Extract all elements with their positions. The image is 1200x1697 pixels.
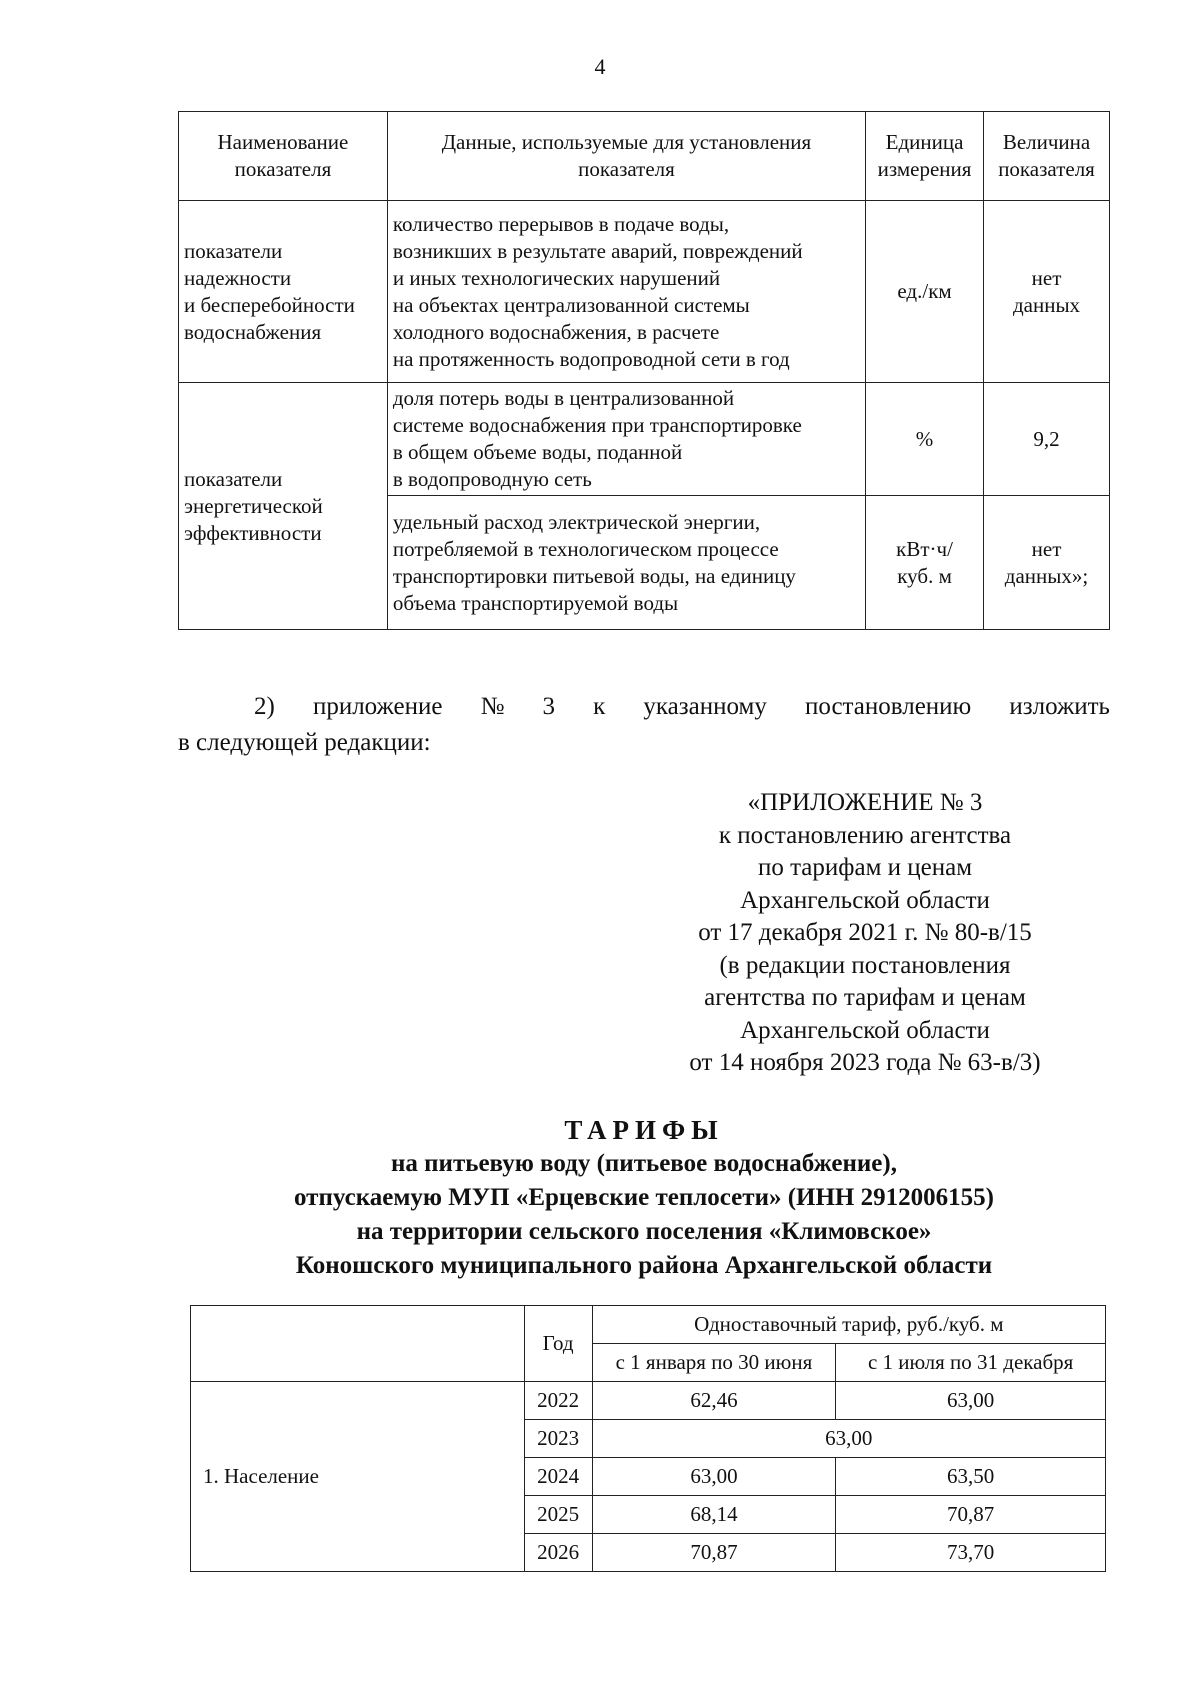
indicator-data-line: возникших в результате аварий, повреждений (392, 238, 803, 263)
tariffs-title-line: на территории сельского поселения «Климовское» (356, 1218, 932, 1245)
indicator-data-line: в общем объеме воды, поданной (392, 440, 683, 464)
tariff-year-cell: 2024 (524, 1458, 592, 1496)
tariff-year-cell: 2026 (524, 1534, 592, 1572)
indicator-name-line: водоснабжения (184, 319, 322, 344)
indicator-unit-cell (866, 383, 984, 496)
tariff-header-empty (191, 1306, 525, 1382)
tariff-value-cell: 63,00 (836, 1382, 1106, 1420)
appendix-line: от 14 ноября 2023 года № 63-в/3) (689, 1049, 1041, 1076)
header-indicator-name: Наименование показателя (179, 112, 388, 201)
indicator-name-line: показатели (184, 238, 283, 263)
tariffs-title (178, 1113, 1110, 1283)
amendment-paragraph (178, 689, 1110, 761)
indicator-data-line: в водопроводную сеть (392, 467, 592, 491)
appendix-line: от 17 декабря 2021 г. № 80-в/15 (698, 919, 1032, 946)
indicator-data-line: холодного водоснабжения, в расчете (392, 319, 720, 344)
paragraph-word: постановлению (804, 693, 972, 720)
indicator-value-cell (984, 496, 1110, 630)
indicators-header-row (179, 112, 1110, 201)
tariff-value-cell: 70,87 (592, 1534, 836, 1572)
tariff-header-first-half: с 1 января по 30 июня (592, 1344, 836, 1382)
tariff-header-tariff: Одноставочный тариф, руб./куб. м (592, 1306, 1105, 1344)
paragraph-word: приложение (312, 693, 443, 720)
tariff-value-cell: 70,87 (836, 1496, 1106, 1534)
indicator-data-cell (387, 383, 865, 496)
indicator-data-line: удельный расход электрической энергии, (392, 509, 761, 534)
indicator-name-line: эффективности (184, 520, 322, 545)
tariff-year-cell: 2022 (524, 1382, 592, 1420)
indicator-row (179, 383, 1110, 496)
header-indicator-value: Величина показателя (984, 112, 1110, 201)
indicator-data-line: и иных технологических нарушений (392, 265, 721, 290)
indicator-value-line: нет (1031, 536, 1062, 561)
indicator-name-cell (179, 201, 388, 383)
indicator-value-cell (984, 201, 1110, 383)
tariffs-subtitle (178, 1147, 1110, 1283)
appendix-line: агентства по тарифам и ценам (704, 984, 1026, 1011)
indicator-data-line: количество перерывов в подаче воды, (392, 211, 730, 236)
indicator-row (179, 201, 1110, 383)
tariff-value-cell: 63,50 (836, 1458, 1106, 1496)
indicator-data-line: системе водоснабжения при транспортировке (392, 413, 802, 437)
appendix-line: «ПРИЛОЖЕНИЕ № 3 (747, 789, 983, 816)
indicator-unit-line: % (915, 426, 934, 451)
indicator-value-line: 9,2 (1033, 426, 1060, 451)
tariffs-heading: ТАРИФЫ (564, 1115, 724, 1145)
paragraph-word: к (593, 693, 606, 720)
header-indicator-unit: Единица измерения (866, 112, 984, 201)
indicator-unit-line: куб. м (897, 563, 952, 588)
tariff-value-cell: 68,14 (592, 1496, 836, 1534)
tariff-category-cell: 1. Население (191, 1382, 525, 1572)
paragraph-line-1 (178, 689, 1110, 725)
tariff-table (190, 1305, 1106, 1572)
tariff-header-year: Год (524, 1306, 592, 1382)
paragraph-word: № (480, 693, 505, 720)
indicator-data-cell (387, 496, 865, 630)
indicator-value-line: нет (1031, 265, 1062, 290)
tariff-header-second-half: с 1 июля по 31 декабря (836, 1344, 1106, 1382)
tariff-value-cell: 63,00 (592, 1458, 836, 1496)
indicator-unit-cell (866, 496, 984, 630)
tariffs-title-line: Коношского муниципального района Архангельской области (295, 1252, 993, 1279)
appendix-line: к постановлению агентства (718, 821, 1012, 849)
tariff-value-cell: 62,46 (592, 1382, 836, 1420)
indicator-unit-line: ед./км (897, 279, 952, 303)
indicator-value-line: данных»; (1004, 563, 1089, 588)
indicator-data-line: на объектах централизованной системы (392, 292, 750, 317)
indicator-unit-line: кВт·ч/ (896, 536, 953, 561)
indicator-name-line: показатели (184, 466, 283, 491)
indicator-data-line: объема транспортируемой воды (392, 590, 679, 615)
paragraph-word: указанному (643, 693, 767, 720)
paragraph-word: 2) (254, 693, 275, 720)
tariffs-title-line: отпускаемую МУП «Ерцевские теплосети» (ИНН 2912006155) (294, 1184, 994, 1211)
indicator-data-line: потребляемой в технологическом процессе (392, 536, 779, 561)
appendix-header (620, 787, 1110, 1080)
appendix-line: по тарифам и ценам (757, 854, 973, 881)
indicator-name-line: надежности (184, 265, 292, 290)
indicator-data-cell (387, 201, 865, 383)
indicator-unit-cell (866, 201, 984, 383)
appendix-line: (в редакции постановления (719, 951, 1011, 979)
indicator-data-line: транспортировки питьевой воды, на единицу (392, 563, 796, 588)
tariff-row (191, 1382, 1106, 1420)
tariff-value-cell: 63,00 (592, 1420, 1105, 1458)
indicator-value-line: данных (1012, 292, 1081, 317)
indicator-name-cell (179, 383, 388, 630)
appendix-line: Архангельской области (740, 886, 990, 914)
paragraph-line-2: в следующей редакции: (178, 729, 431, 756)
indicators-table (178, 111, 1110, 630)
indicator-data-line: доля потерь воды в централизованной (392, 386, 735, 410)
tariffs-title-line: на питьевую воду (питьевое водоснабжение), (391, 1150, 897, 1177)
indicator-name-line: и бесперебойности (184, 292, 355, 317)
indicator-data-line: на протяженность водопроводной сети в год (392, 346, 790, 371)
header-indicator-data: Данные, используемые для установления показателя (387, 112, 865, 201)
page-number: 4 (594, 54, 606, 79)
tariff-year-cell: 2023 (524, 1420, 592, 1458)
appendix-line: Архангельской области (740, 1016, 990, 1044)
tariff-year-cell: 2025 (524, 1496, 592, 1534)
indicator-value-cell (984, 383, 1110, 496)
tariff-header-row (191, 1306, 1106, 1344)
indicator-name-line: энергетической (184, 493, 323, 518)
paragraph-word: изложить (1009, 693, 1110, 720)
paragraph-word: 3 (542, 693, 556, 720)
tariff-value-cell: 73,70 (836, 1534, 1106, 1572)
